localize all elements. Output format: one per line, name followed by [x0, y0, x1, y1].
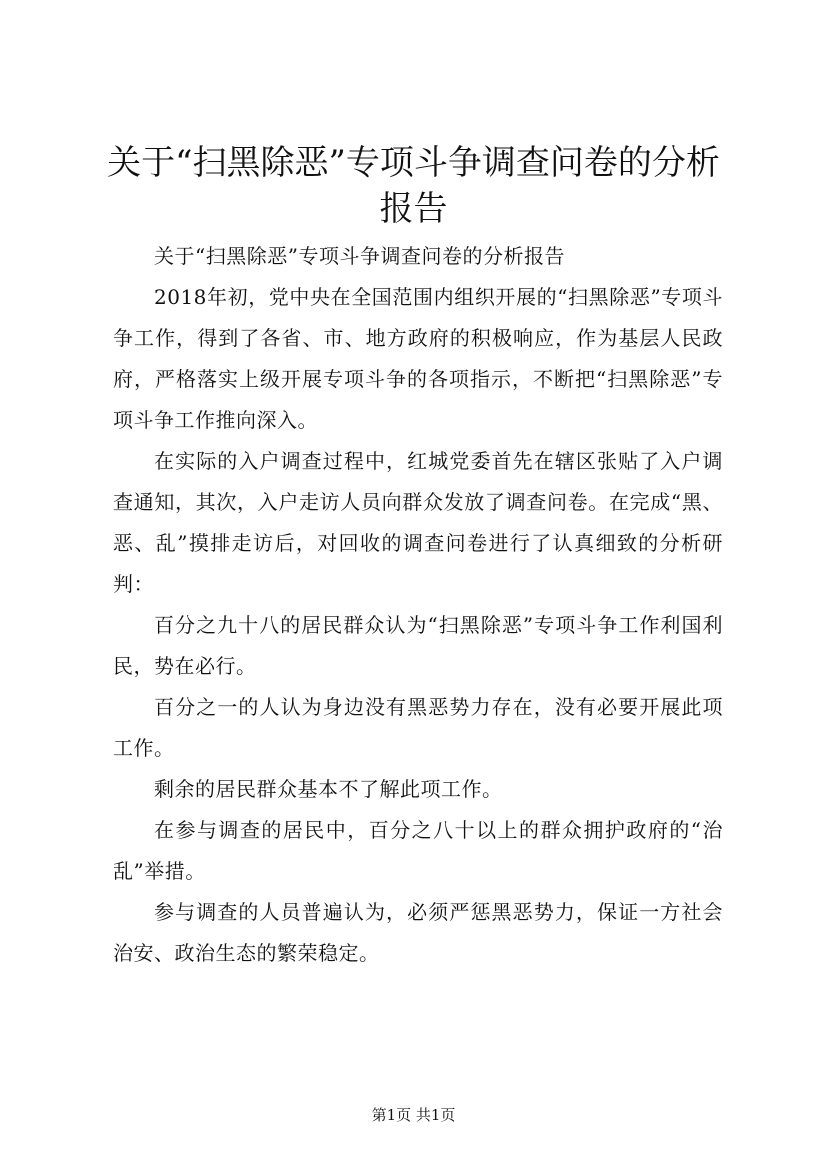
paragraph-result-1: 百分之一的人认为身边没有黑恶势力存在，没有必要开展此项工作。	[113, 695, 723, 760]
document-title: 关于“扫黑除恶”专项斗争调查问卷的分析报告	[107, 143, 720, 229]
paragraph-result-remaining: 剩余的居民群众基本不了解此项工作。	[154, 777, 503, 801]
document-body	[113, 236, 723, 974]
page-footer: 第1页 共1页	[371, 1106, 456, 1124]
paragraph-survey-process: 在实际的入户调查过程中，红城党委首先在辖区张贴了入户调查通知，其次，入户走访人员向群众发放了调查问卷。在完成“黑、恶、乱”摸排走访后，对回收的调查问卷进行了认真细致的分析研判：	[113, 449, 723, 596]
paragraph-conclusion: 参与调查的人员普遍认为，必须严惩黑恶势力，保证一方社会治安、政治生态的繁荣稳定。	[113, 900, 723, 965]
paragraph-result-98: 百分之九十八的居民群众认为“扫黑除恶”专项斗争工作利国利民，势在必行。	[113, 613, 723, 678]
paragraph-subtitle: 关于“扫黑除恶”专项斗争调查问卷的分析报告	[154, 244, 565, 268]
paragraph-result-80: 在参与调查的居民中，百分之八十以上的群众拥护政府的“治乱”举措。	[113, 818, 723, 883]
paragraph-background: 2018年初，党中央在全国范围内组织开展的“扫黑除恶”专项斗争工作，得到了各省、市、地方政府的积极响应，作为基层人民政府，严格落实上级开展专项斗争的各项指示，不断把“扫黑除恶”专项斗争工作推向深入。	[113, 285, 723, 432]
